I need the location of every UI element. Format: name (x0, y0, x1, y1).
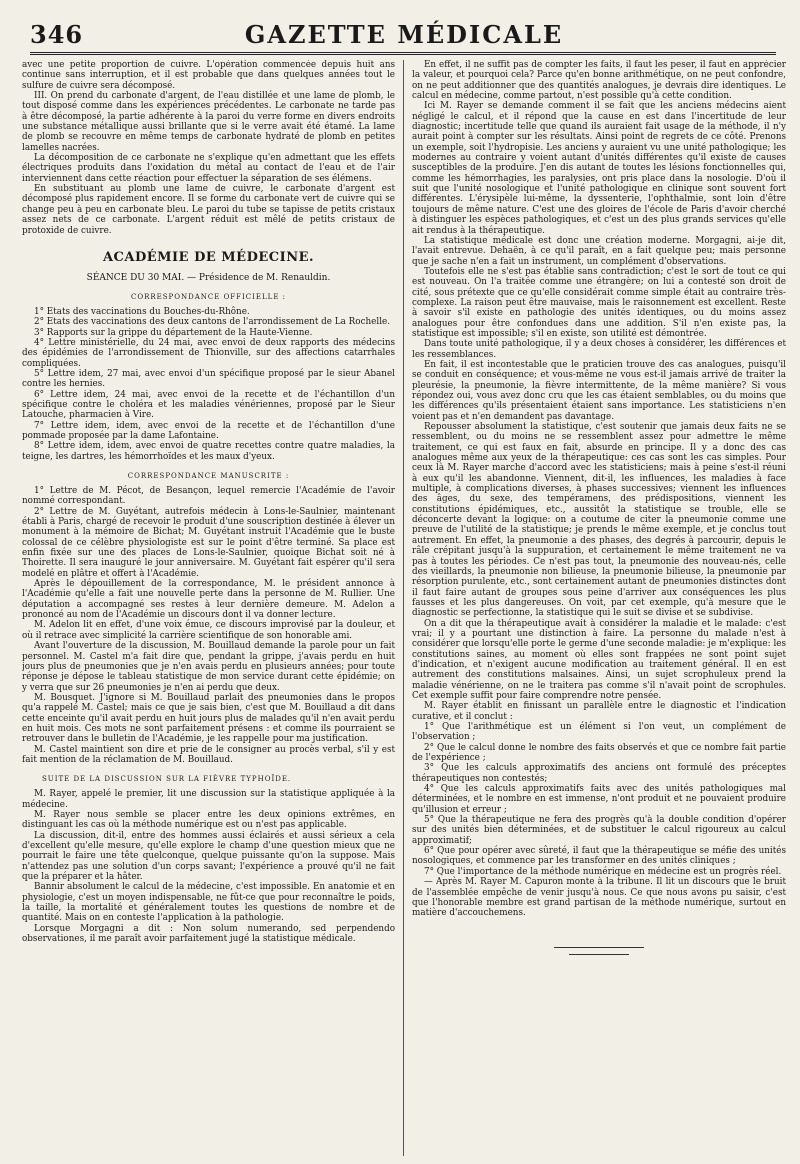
paragraph: On a dit que la thérapeutique avait à considérer la maladie et le malade: c'est vrai; il y a pourtant une distinction à faire. La personne du malade n'est à considérer que lorsqu'elle porte le germe d'une seconde maladie: je m'explique: les constitutions saines, au moment où elles sont frappées ne sont point sujet d'indication, et n'exigent aucune modification au traitement général. Il en est autrement des constitutions malsaines. Ainsi, un sujet scrophuleux prend la maladie vénérienne, on ne le traitera pas comme s'il n'avait point de scrophules. Cet exemple suffit pour faire comprendre notre pensée. (412, 618, 786, 701)
header-rule (30, 52, 776, 55)
paragraph: 1° Lettre de M. Pécot, de Besançon, lequel remercie l'Académie de l'avoir nommé correspondant. (22, 486, 395, 507)
page-header (22, 0, 786, 52)
session-line: SÉANCE DU 30 MAI. — Présidence de M. Renauldin. (86, 272, 331, 283)
paragraph: En substituant au plomb une lame de cuivre, le carbonate d'argent est décomposé plus rapidement encore. Il se forme du carbonate vert de cuivre qui se change peu à peu en carbonate bleu. Le paroi du tube se tapisse de petits cristaux assez nets de ce carbonate. L'argent réduit est mêlé de petits cristaux de protoxide de cuivre. (22, 184, 395, 236)
paragraph: Ici M. Rayer se demande comment il se fait que les anciens médecins aient négligé le calcul, et il répond que la cause en est dans l'incertitude de leur diagnostic; incertitude telle que quand ils auraient fait usage de la méthode, il n'y aurait point à compter sur les résultats. Ainsi point de regrets de ce côté. Prenons un exemple, soit l'hydropisie. Les anciens y auraient vu une unité pathologique; les modernes au contraire y voient autant d'unités différentes qu'il existe de causes susceptibles de la produire. J'en dis autant de toutes les lésions fonctionnelles qui, comme les hémorrhagies, les paralysies, ont pris place dans la nosologie. D'où il suit que l'unité nosologique et l'unité pathologique en clinique sont souvent fort différentes. L'érysipèle lui-même, la dyssenterie, l'ophthalmie, sont loin d'être toujours de même nature. C'est une des gloires de l'école de Paris d'avoir cherché à distinguer les espèces pathologiques, et c'est un des plus grands services qu'elle ait rendus à la thérapeutique. (412, 101, 786, 236)
paragraph: La décomposition de ce carbonate ne s'explique qu'en admettant que les effets électriques produits dans l'oxidation du métal au contact de l'eau et de l'air interviennent dans cette réaction pour effectuer la séparation de ses élémens. (22, 153, 395, 184)
paragraph: Repousser absolument la statistique, c'est soutenir que jamais deux faits ne se ressemblent, ou du moins ne se ressemblent assez pour admettre le même traitement, ce qui est faux en fait, absurde en principe. Il y a donc des cas analogues même aux yeux de la thérapeutique: ces cas sont les cas simples. Pour ceux là M. Rayer marche d'accord avec les statisticiens; mais à peine s'est-il réuni à eux qu'il les abandonne. Viennent, dit-il, les influences, les maladies à face multiple, à complications diverses, à phases successives; viennent les influences des âges, du sexe, des tempéramens, des prédispositions, viennent les constitutions épidémiques, etc., aussitôt la statistique se trouble, elle se déconcerte devant la logique: on a coutume de citer la pneumonie comme une preuve de l'utilité de la statistique; je prends le même exemple, et je conclus tout autrement. En effet, la pneumonie a des phases, des degrés à parcourir, depuis le râle crépitant jusqu'à la suppuration, et certainement le même traitement ne va pas à toutes les périodes. Ce n'est pas tout, la pneumonie des nouveau-nés, celle des vieillards, la pneumonie non bilieuse, la pneumonie bilieuse, la pneumonie par résorption purulente, etc., sont certainement autant de pneumonies distinctes dont il faut faire autant de groupes sous peine d'arriver aux conséquences les plus fausses et les plus dangereuses. On voit, par cet exemple, qu'à mesure que le diagnostic se perfectionne, la statistique qui le suit se divise et se subdivise. (412, 422, 786, 619)
paragraph: M. Rayer nous semble se placer entre les deux opinions extrêmes, en distinguant les cas où la méthode numérique est ou n'est pas applicable. (22, 809, 395, 831)
list-item: 7° Que l'importance de la méthode numérique en médecine est un progrès réel. (424, 866, 782, 877)
list-item: 1° Etats des vaccinations du Bouches-du-Rhône. (34, 306, 250, 317)
paragraph: 2° Lettre de M. Guyétant, autrefois médecin à Lons-le-Saulnier, maintenant établi à Paris, chargé de recevoir le produit d'une souscription destinée à élever un monument à la mémoire de Bichat; M. Guyétant instruit l'Académie que le buste colossal de ce célèbre physiologiste est sur le point d'être terminé. Sa place est enfin fixée sur une des places de Lons-le-Saulnier, quoique Bichat soit né à Thoirette. Il sera inauguré le jour anniversaire. M. Guyétant fait espérer qu'il sera modelé en plâtre et offert à l'Académie. (22, 506, 395, 579)
paragraph: M. Adelon lit en effet, d'une voix émue, ce discours improvisé par la douleur, et où il retrace avec simplicité la carrière scientifique de son honorable ami. (22, 620, 395, 641)
paragraph: M. Castel maintient son dire et prie de le consigner au procès verbal, s'il y est fait mention de la réclamation de M. Bouillaud. (22, 744, 395, 765)
paragraph: M. Rayer, appelé le premier, lit une discussion sur la statistique appliquée à la médecine. (22, 789, 395, 810)
list-item: 3° Que les calculs approximatifs des anciens ont formulé des préceptes thérapeutiques non contestés; (412, 763, 786, 784)
list-item: 2° Etats des vaccinations des deux cantons de l'arrondissement de La Rochelle. (34, 317, 391, 328)
paragraph: avec une petite proportion de cuivre. L'opération commencée depuis huit ans continue sans interruption, et il est probable que dans quelques années tout le sulfure de cuivre sera décomposé. (22, 60, 395, 91)
paragraph: Bannir absolument le calcul de la médecine, c'est impossible. En anatomie et en physiologie, c'est un moyen indispensable, ne fût-ce que pour reconnaître le poids, la taille, la mortalité et généralement toutes les questions de nombre et de quantité. Mais on en conteste l'application à la pathologie. (22, 882, 395, 924)
list-item: 3° Rapports sur la grippe du département de la Haute-Vienne. (34, 327, 313, 338)
paragraph: Après le dépouillement de la correspondance, M. le président annonce à l'Académie qu'elle a fait une nouvelle perte dans la personne de M. Rullier. Une députation a accompagné ses restes à leur dernière demeure. M. Adelon a prononcé au nom de l'Académie un discours dont il va donner lecture. (22, 579, 395, 621)
list-item: 5° Lettre idem, 27 mai, avec envoi d'un spécifique proposé par le sieur Abanel contre les hernies. (22, 368, 395, 390)
list-item: 7° Lettre idem, idem, avec envoi de la recette et de l'échantillon d'une pommade proposée par la dame Lafontaine. (22, 420, 395, 441)
paragraph: Dans toute unité pathologique, il y a deux choses à considérer, les différences et les ressemblances. (412, 339, 786, 360)
masthead-title: GAZETTE MÉDICALE (244, 20, 564, 49)
paragraph: En fait, il est incontestable que le praticien trouve des cas analogues, puisqu'il se conduit en conséquence; et vous-même ne vous est-il jamais arrivé de traiter la pleurésie, la pneumonie, la fièvre intermittente, de la même manière? Si vous répondez oui, vous avez donc cru que les cas étaient semblables, ou du moins que les différences qu'ils présentaient étaient sans importance. Les statisticiens n'en voient pas et n'en demandent pas davantage. (412, 359, 786, 422)
discussion-heading: SUITE DE LA DISCUSSION SUR LA FIÈVRE TYPHOÏDE. (42, 775, 292, 784)
closing-rule (569, 954, 629, 955)
right-column (404, 60, 786, 1156)
paragraph: — Après M. Rayer M. Capuron monte à la tribune. Il lit un discours que le bruit de l'assemblée empêche de venir jusqu'à nous. Ce que nous avons pu saisir, c'est que l'honorable membre est grand partisan de la méthode numérique, surtout en matière d'accouchemens. (412, 877, 786, 919)
paragraph: M. Bousquet. J'ignore si M. Bouillaud parlait des pneumonies dans le propos qu'a rappelé M. Castel; mais ce que je sais bien, c'est que M. Bouillaud a dit dans cette enceinte qu'il avait perdu en huit jours plus de malades qu'il n'en avait perdu en huit mois. Ces mots ne sont parfaitement présens : et comme ils pourraient se retrouver dans le bulletin de l'Académie, je les rappelle pour ma justification. (22, 692, 395, 745)
paragraph: La discussion, dit-il, entre des hommes aussi éclairés et aussi sérieux a cela d'excellent qu'elle mesure, qu'elle explore le champ d'une question mieux que ne pourrait le faire une tête quelconque, quelque puissante qu'on la suppose. Mais n'attendez pas une solution d'un corps savant; l'expérience a prouvé qu'il ne fait que la préparer et la hâter. (22, 830, 395, 883)
official-correspondence-heading: CORRESPONDANCE OFFICIELLE : (130, 292, 287, 301)
list-item: 1° Que l'arithmétique est un élément si l'on veut, un complément de l'observation ; (412, 722, 786, 743)
list-item: 4° Que les calculs approximatifs faits avec des unités pathologiques mal déterminées, et le nombre en est immense, n'ont produit et ne pouvaient produire qu'illusion et erreur ; (412, 784, 786, 815)
list-item: 8° Lettre idem, idem, avec envoi de quatre recettes contre quatre maladies, la teigne, les dartres, les hémorrhoïdes et les maux d'yeux. (22, 441, 395, 462)
paragraph: En effet, il ne suffit pas de compter les faits, il faut les peser, il faut en apprécier la valeur, et pourquoi cela? Parce qu'en bonne arithmétique, on ne peut confondre, on ne peut additionner que des quantités analogues, je devrais dire identiques. Le calcul en médecine, comme partout, n'est possible qu'à cette condition. (412, 60, 786, 102)
section-title: ACADÉMIE DE MÉDECINE. (102, 249, 315, 265)
list-item: 4° Lettre ministérielle, du 24 mai, avec envoi de deux rapports des médecins des épidémies de l'arrondissement de Thionville, sur des affections catarrhales compliquées. (22, 337, 395, 369)
page-number: 346 (30, 20, 84, 49)
left-column (22, 60, 404, 1156)
columns (22, 60, 786, 1156)
list-item: 6° Lettre idem, 24 mai, avec envoi de la recette et de l'échantillon d'un spécifique contre le choléra et les maladies vénériennes, proposé par le Sieur Latouche, pharmacien à Vire. (22, 389, 395, 421)
paragraph: M. Rayer établit en finissant un parallèle entre le diagnostic et l'indication curative, et il conclut : (412, 701, 786, 722)
list-item: 5° Que la thérapeutique ne fera des progrès qu'à la double condition d'opérer sur des unités bien déterminées, et de substituer le calcul rigoureux au calcul approximatif; (412, 815, 786, 846)
manuscript-correspondence-heading: CORRESPONDANCE MANUSCRITE : (127, 472, 290, 480)
list-item: 2° Que le calcul donne le nombre des faits observés et que ce nombre fait partie de l'expérience ; (412, 742, 786, 764)
closing-rule (554, 947, 644, 948)
paragraph: III. On prend du carbonate d'argent, de l'eau distillée et une lame de plomb, le tout disposé comme dans les expériences précédentes. Le carbonate ne tarde pas à être décomposé, la partie adhérente à la paroi du verre forme en divers endroits une substance métallique aussi brillante que si le verre avait été étamé. La lame de plomb se recouvre en même temps de carbonate hydraté de plomb en petites lamelles nacrées. (22, 91, 395, 153)
paragraph: Lorsque Morgagni a dit : Non solum numerando, sed perpendendo observationes, il me paraît avoir parfaitement jugé la statistique médicale. (22, 923, 395, 945)
paragraph: Toutefois elle ne s'est pas établie sans contradiction; c'est le sort de tout ce qui est nouveau. On l'a traitée comme une étrangère; on lui a contesté son droit de cité, sous prétexte que ce qu'elle considérait comme simple était au contraire très-complexe. La raison peut être mauvaise, mais le raisonnement est excellent. Reste à savoir s'il existe en pathologie des unités identiques, ou du moins assez analogues pour être confondues dans une addition. S'il n'en existe pas, la statistique est impossible; s'il en existe, son utilité est démontrée. (412, 266, 786, 339)
paragraph: Avant l'ouverture de la discussion, M. Bouillaud demande la parole pour un fait personnel. M. Castel m'a fait dire que, pendant la grippe, j'avais perdu en huit jours plus de pneumonies que je n'en avais perdu en plusieurs années; pour toute réponse je dépose le tableau statistique de mon service durant cette épidémie; on y verra que sur 26 pneumonies je n'en ai perdu que deux. (22, 641, 395, 693)
list-item: 6° Que pour opérer avec sûreté, il faut que la thérapeutique se méfie des unités nosologiques, et commence par les transformer en des unités cliniques ; (412, 846, 786, 867)
paragraph: La statistique médicale est donc une création moderne. Morgagni, ai-je dit, l'avait entrevue. Dehaën, à ce qu'il paraît, en a fait quelque peu; mais personne que je sache n'en a fait un instrument, un complément d'observations. (412, 235, 786, 267)
